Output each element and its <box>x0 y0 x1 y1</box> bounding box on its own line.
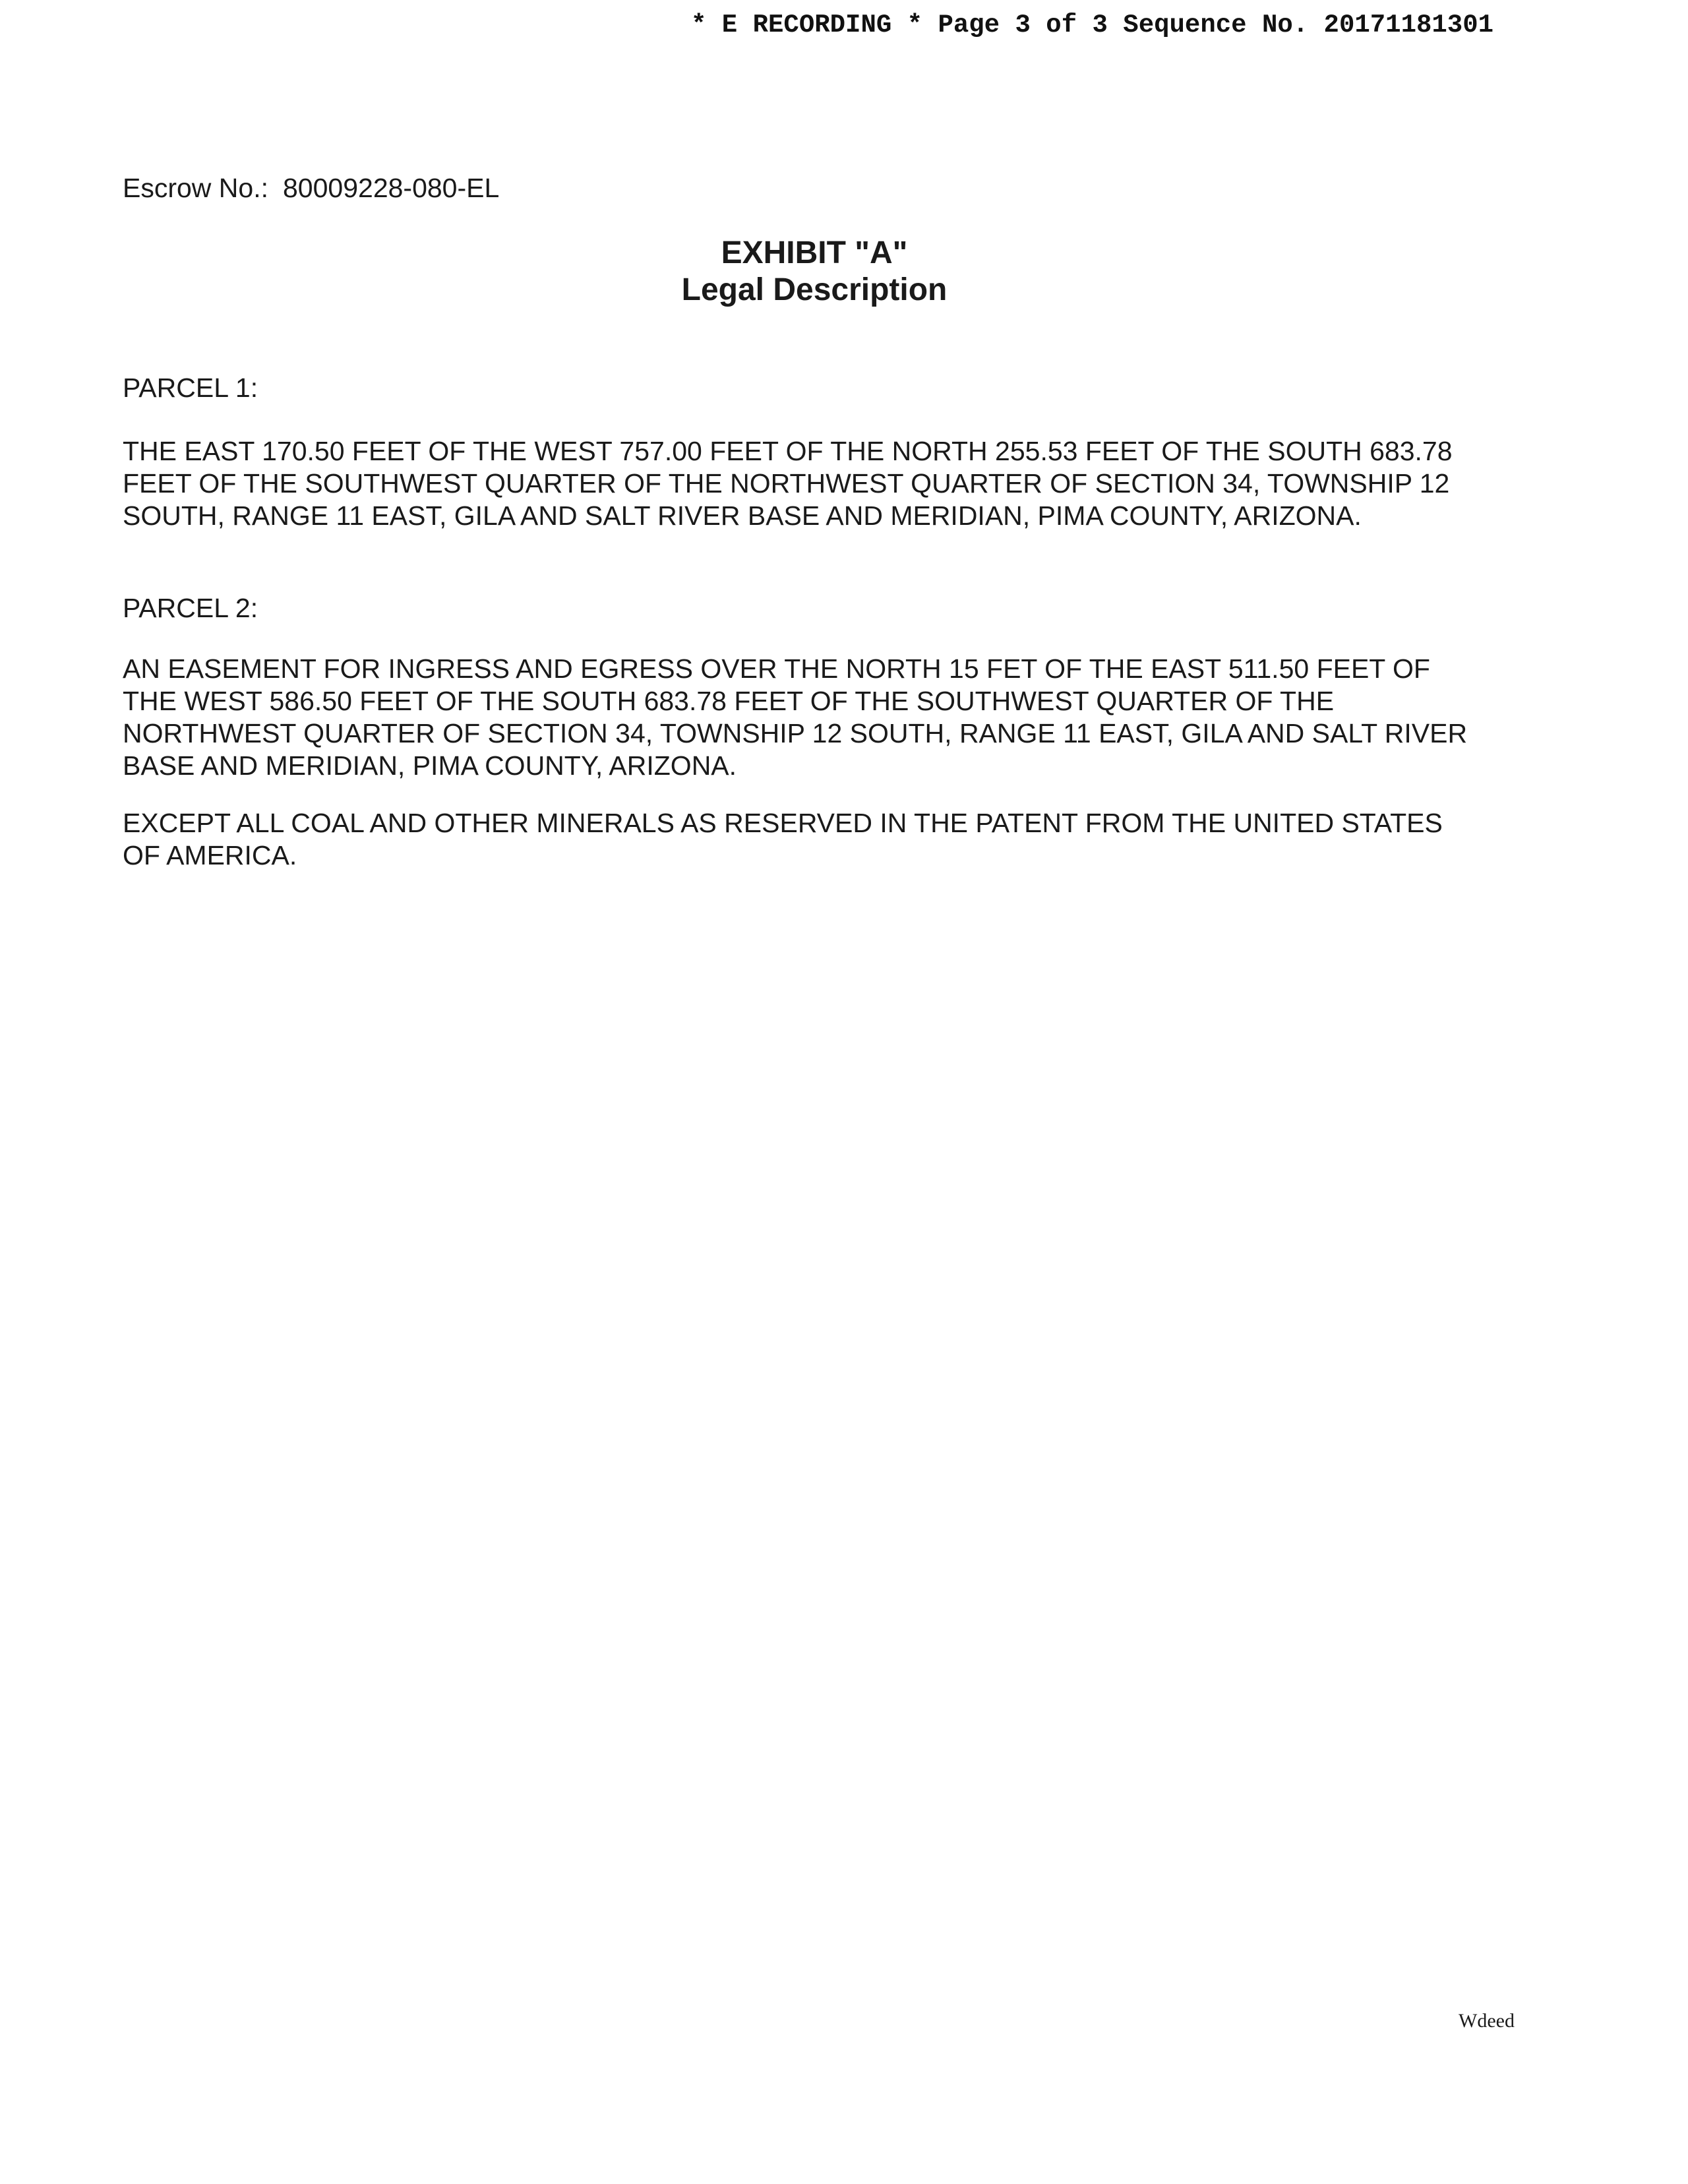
escrow-number <box>123 173 499 204</box>
exhibit-heading <box>0 235 1629 309</box>
exception-line: OF AMERICA. <box>123 840 297 870</box>
parcel-1-line: THE EAST 170.50 FEET OF THE WEST 757.00 FEET OF THE NORTH 255.53 FEET OF THE SOUTH 683.78 <box>123 436 1453 466</box>
exhibit-title: EXHIBIT "A" <box>721 235 908 270</box>
escrow-value: 80009228-080-EL <box>283 173 500 203</box>
escrow-label: Escrow No.: <box>123 173 268 203</box>
exception-line: EXCEPT ALL COAL AND OTHER MINERALS AS RESERVED IN THE PATENT FROM THE UNITED STATES <box>123 808 1443 838</box>
parcel-1-description <box>123 435 1547 532</box>
footer-label: Wdeed <box>1459 2010 1515 2032</box>
parcel-2-line: THE WEST 586.50 FEET OF THE SOUTH 683.78 FEET OF THE SOUTHWEST QUARTER OF THE <box>123 686 1335 716</box>
parcel-1-line: SOUTH, RANGE 11 EAST, GILA AND SALT RIVER BASE AND MERIDIAN, PIMA COUNTY, ARIZONA. <box>123 501 1362 531</box>
parcel-2-line: NORTHWEST QUARTER OF SECTION 34, TOWNSHIP 12 SOUTH, RANGE 11 EAST, GILA AND SALT RIVER <box>123 718 1468 748</box>
parcel-2-line: AN EASEMENT FOR INGRESS AND EGRESS OVER THE NORTH 15 FET OF THE EAST 511.50 FEET OF <box>123 653 1430 684</box>
recording-stamp: * E RECORDING * Page 3 of 3 Sequence No. 20171181301 <box>691 11 1493 40</box>
parcel-1-heading: PARCEL 1: <box>123 373 258 403</box>
parcel-2-line: BASE AND MERIDIAN, PIMA COUNTY, ARIZONA. <box>123 750 737 781</box>
exhibit-subtitle: Legal Description <box>681 272 948 307</box>
parcel-1-line: FEET OF THE SOUTHWEST QUARTER OF THE NORTHWEST QUARTER OF SECTION 34, TOWNSHIP 12 <box>123 468 1450 499</box>
parcel-2-description <box>123 653 1547 782</box>
parcel-2-heading: PARCEL 2: <box>123 593 258 623</box>
mineral-exception <box>123 807 1547 872</box>
